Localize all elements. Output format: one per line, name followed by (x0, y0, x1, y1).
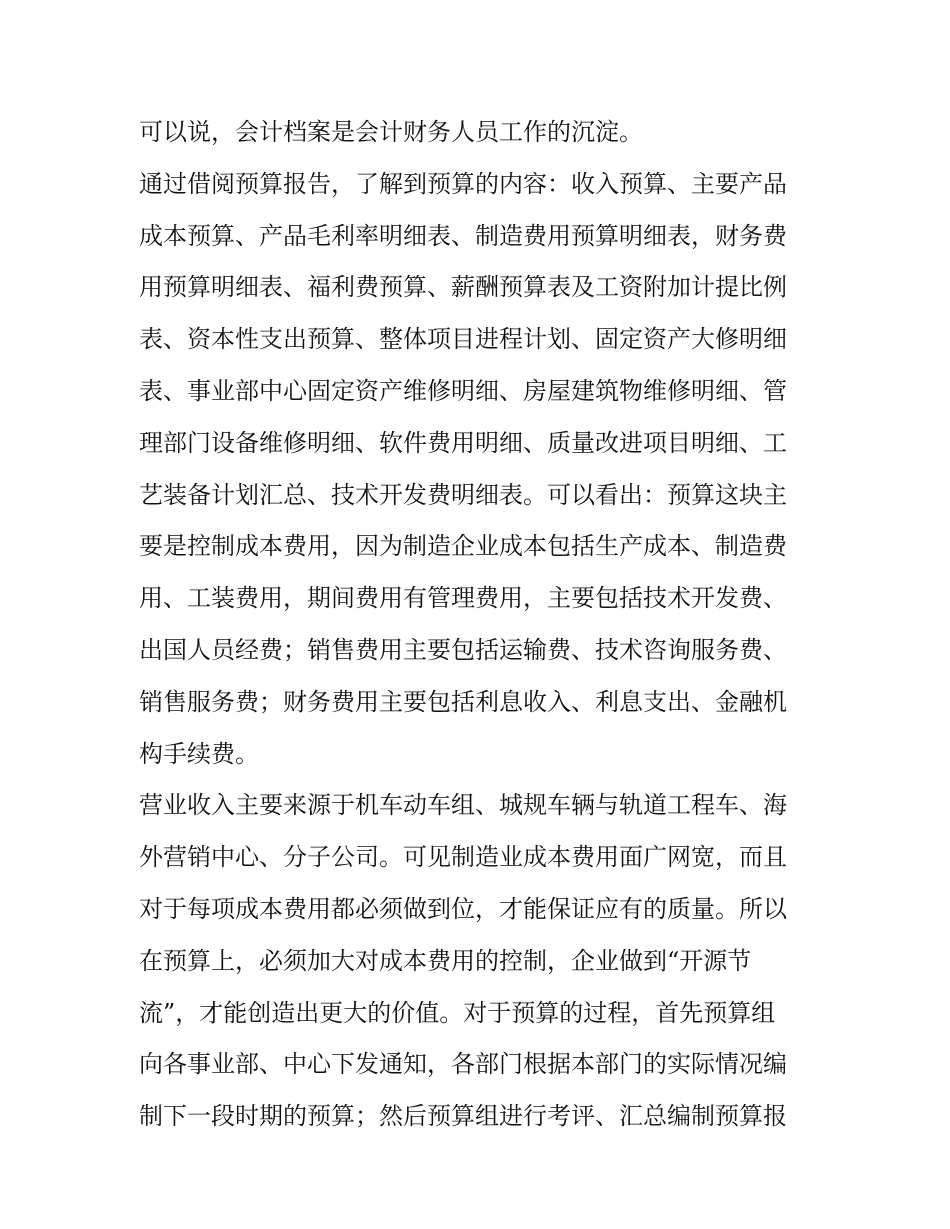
text-line: 用预算明细表、福利费预算、薪酬预算表及工资附加计提比例 (139, 273, 787, 302)
text-line: 艺装备计划汇总、技术开发费明细表。可以看出：预算这块主 (139, 480, 787, 509)
text-line: 表、资本性支出预算、整体项目进程计划、固定资产大修明细 (139, 325, 787, 354)
body-text (139, 107, 814, 1143)
text-line: 成本预算、产品毛利率明细表、制造费用预算明细表，财务费 (139, 221, 787, 250)
text-line: 对于每项成本费用都必须做到位，才能保证应有的质量。所以 (139, 894, 787, 923)
text-line: 用、工装费用，期间费用有管理费用，主要包括技术开发费、 (139, 584, 787, 613)
text-line: 营业收入主要来源于机车动车组、城规车辆与轨道工程车、海 (139, 791, 787, 820)
text-line: 在预算上，必须加大对成本费用的控制，企业做到“开源节 (139, 946, 752, 975)
text-line: 通过借阅预算报告，了解到预算的内容：收入预算、主要产品 (139, 169, 787, 198)
text-line: 外营销中心、分子公司。可见制造业成本费用面广网宽，而且 (139, 843, 787, 872)
text-line: 出国人员经费；销售费用主要包括运输费、技术咨询服务费、 (139, 635, 787, 664)
text-line: 向各事业部、中心下发通知，各部门根据本部门的实际情况编 (139, 1050, 787, 1079)
text-line: 流”，才能创造出更大的价值。对于预算的过程，首先预算组 (139, 998, 776, 1027)
text-line: 销售服务费；财务费用主要包括利息收入、利息支出、金融机 (139, 687, 787, 716)
text-line: 理部门设备维修明细、软件费用明细、质量改进项目明细、工 (139, 428, 787, 457)
text-line: 要是控制成本费用，因为制造企业成本包括生产成本、制造费 (139, 532, 787, 561)
text-line: 制下一段时期的预算；然后预算组进行考评、汇总编制预算报 (139, 1102, 787, 1131)
text-line: 表、事业部中心固定资产维修明细、房屋建筑物维修明细、管 (139, 376, 787, 405)
text-line: 可以说，会计档案是会计财务人员工作的沉淀。 (139, 118, 643, 146)
text-line: 构手续费。 (139, 739, 259, 768)
